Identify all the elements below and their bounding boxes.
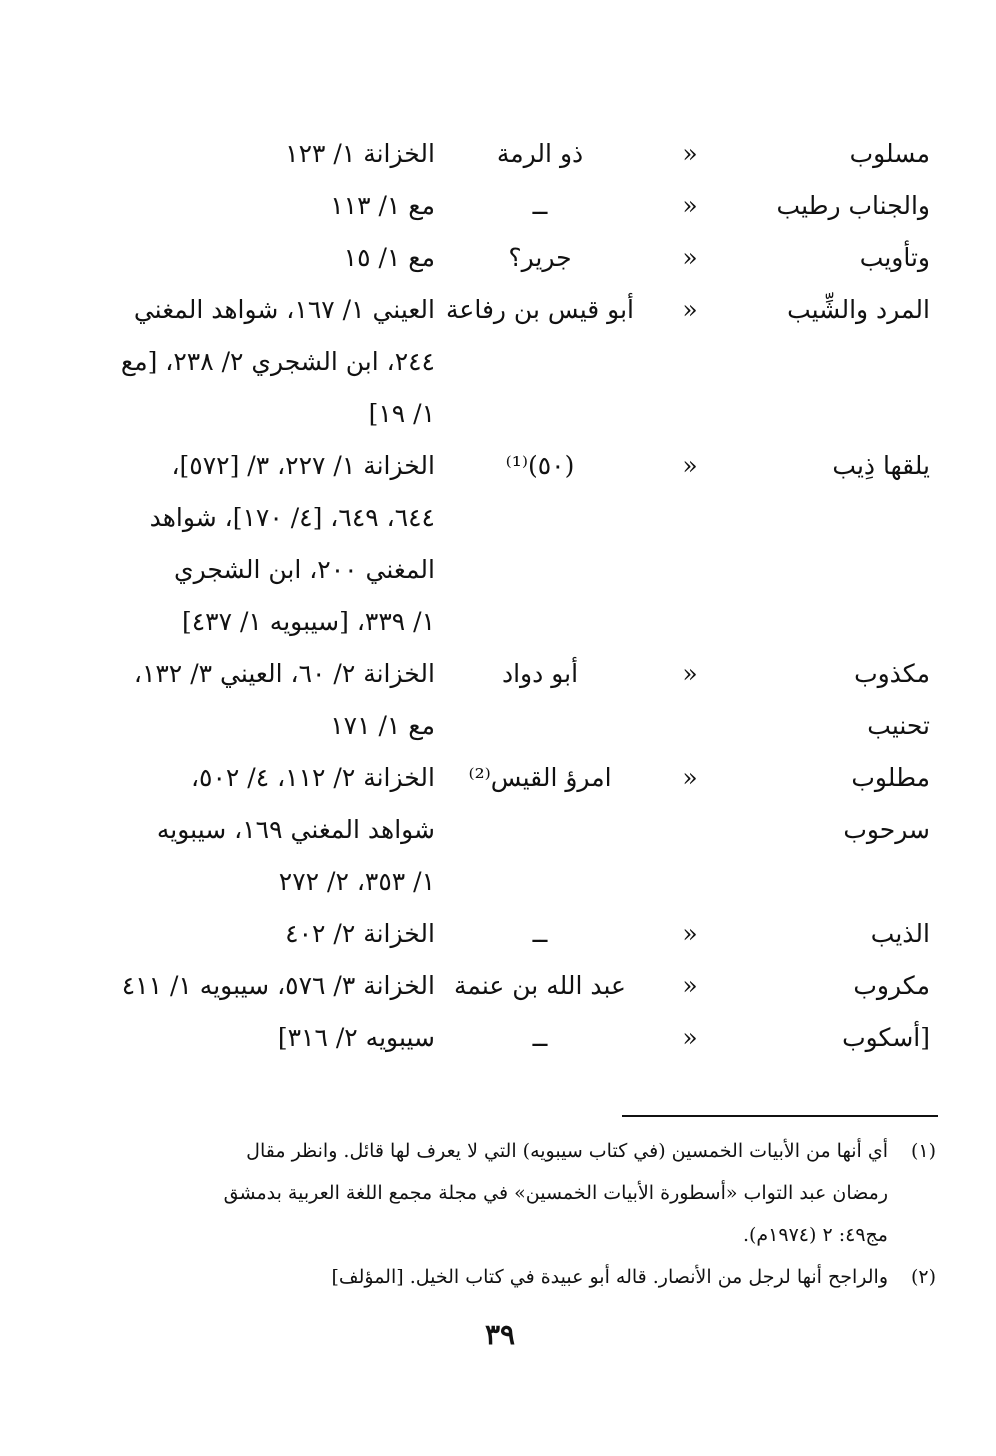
ditto-mark: « — [682, 243, 698, 272]
index-entry — [0, 128, 996, 180]
poet-name: ذو الرمة — [496, 139, 584, 168]
source-line: سيبويه ٢/ ٣١٦] — [277, 1023, 435, 1052]
rhyme-word: سرحوب — [843, 815, 930, 844]
index-entry — [0, 648, 996, 700]
source-line: المغني ٢٠٠، ابن الشجري — [174, 555, 435, 584]
poet-name: ــ — [532, 191, 548, 220]
ditto-mark: « — [682, 295, 698, 324]
footnote-line: أي أنها من الأبيات الخمسين (في كتاب سيبويه) التي لا يعرف لها قائل. وانظر مقال — [246, 1140, 888, 1162]
poet-name: جرير؟ — [508, 243, 572, 272]
footnote-line: رمضان عبد التواب «أسطورة الأبيات الخمسين» في مجلة مجمع اللغة العربية بدمشق — [223, 1182, 888, 1204]
source-line: ١/ ٣٥٣، ٢/ ٢٧٢ — [278, 867, 435, 896]
poet-name: عبد الله بن عنمة — [454, 971, 626, 1000]
poet-name: امرؤ القيس⁽²⁾ — [468, 763, 612, 792]
source-references — [100, 180, 435, 232]
ditto-mark: « — [682, 659, 698, 688]
ditto-mark: « — [682, 191, 698, 220]
footnote-number: (١) — [910, 1140, 936, 1162]
page-number: ٣٩ — [484, 1318, 516, 1351]
ditto-mark: « — [682, 451, 698, 480]
source-line: ٢٤٤، ابن الشجري ٢/ ٢٣٨، [مع — [120, 347, 435, 376]
ditto-mark: « — [682, 139, 698, 168]
rhyme-word: يلقها ذِيب — [832, 451, 930, 480]
source-references — [100, 128, 435, 180]
rhyme-word: تحنيب — [867, 711, 930, 740]
footnote-text — [100, 1256, 888, 1298]
source-line: الخزانة ١/ ٢٢٧، ٣/ [٥٧٢]، — [171, 451, 435, 480]
index-entry — [0, 804, 996, 908]
source-line: مع ١/ ١١٣ — [330, 191, 435, 220]
rhyme-word: مكذوب — [854, 659, 930, 688]
rhyme-word: الذيب — [870, 919, 930, 948]
index-entry — [0, 752, 996, 804]
footnote — [100, 1256, 936, 1298]
ditto-mark: « — [682, 919, 698, 948]
ditto-mark: « — [682, 1023, 698, 1052]
footnote-line: والراجح أنها لرجل من الأنصار. قاله أبو عبيدة في كتاب الخيل. [المؤلف] — [331, 1266, 888, 1288]
index-entry — [0, 960, 996, 1012]
source-line: مع ١/ ١٧١ — [330, 711, 435, 740]
source-line: الخزانة ٣/ ٥٧٦، سيبويه ١/ ٤١١ — [121, 971, 435, 1000]
index-entry — [0, 440, 996, 648]
source-references — [100, 440, 435, 648]
source-references — [100, 752, 435, 804]
rhyme-word: والجناب رطيب — [776, 191, 930, 220]
index-entry — [0, 908, 996, 960]
index-entry — [0, 232, 996, 284]
poet-name: أبو دواد — [501, 659, 579, 688]
poet-name: أبو قيس بن رفاعة — [446, 295, 634, 324]
footnote-text — [100, 1130, 888, 1256]
source-references — [100, 804, 435, 908]
source-line: ١/ ١٩] — [368, 399, 435, 428]
footnote-number: (٢) — [910, 1266, 936, 1288]
source-line: الخزانة ١/ ١٢٣ — [285, 139, 435, 168]
footnote-line: مج٤٩: ٢ (١٩٧٤م). — [742, 1224, 888, 1246]
source-line: الخزانة ٢/ ١١٢، ٤/ ٥٠٢، — [190, 763, 435, 792]
rhyme-word: مسلوب — [849, 139, 930, 168]
source-references — [100, 284, 435, 440]
index-entry — [0, 700, 996, 752]
ditto-mark: « — [682, 763, 698, 792]
source-references — [100, 960, 435, 1012]
footnote-separator — [622, 1115, 938, 1117]
footnote — [100, 1130, 936, 1256]
rhyme-word: مكروب — [853, 971, 930, 1000]
rhyme-word: وتأويب — [859, 243, 930, 272]
source-references — [100, 232, 435, 284]
source-line: مع ١/ ١٥ — [343, 243, 435, 272]
rhyme-word: مطلوب — [851, 763, 930, 792]
source-line: ٦٤٤، ٦٤٩، [٤/ ١٧٠]، شواهد — [149, 503, 435, 532]
rhyme-word: [أسكوب — [842, 1023, 930, 1052]
ditto-mark: « — [682, 971, 698, 1000]
poet-name: ــ — [532, 1023, 548, 1052]
source-references — [100, 700, 435, 752]
source-line: ١/ ٣٣٩، [سيبويه ١/ ٤٣٧] — [181, 607, 435, 636]
poet-name: (٥٠)⁽¹⁾ — [505, 451, 575, 480]
entries-list — [0, 128, 996, 1064]
source-line: العيني ١/ ١٦٧، شواهد المغني — [133, 295, 435, 324]
source-line: الخزانة ٢/ ٤٠٢ — [285, 919, 435, 948]
index-entry — [0, 284, 996, 440]
source-references — [100, 908, 435, 960]
footnotes — [100, 1130, 936, 1298]
index-entry — [0, 180, 996, 232]
rhyme-word: المرد والشِّيب — [787, 295, 930, 324]
source-references — [100, 648, 435, 700]
source-references — [100, 1012, 435, 1064]
index-entry — [0, 1012, 996, 1064]
source-line: شواهد المغني ١٦٩، سيبويه — [156, 815, 435, 844]
source-line: الخزانة ٢/ ٦٠، العيني ٣/ ١٣٢، — [133, 659, 435, 688]
poet-name: ــ — [532, 919, 548, 948]
